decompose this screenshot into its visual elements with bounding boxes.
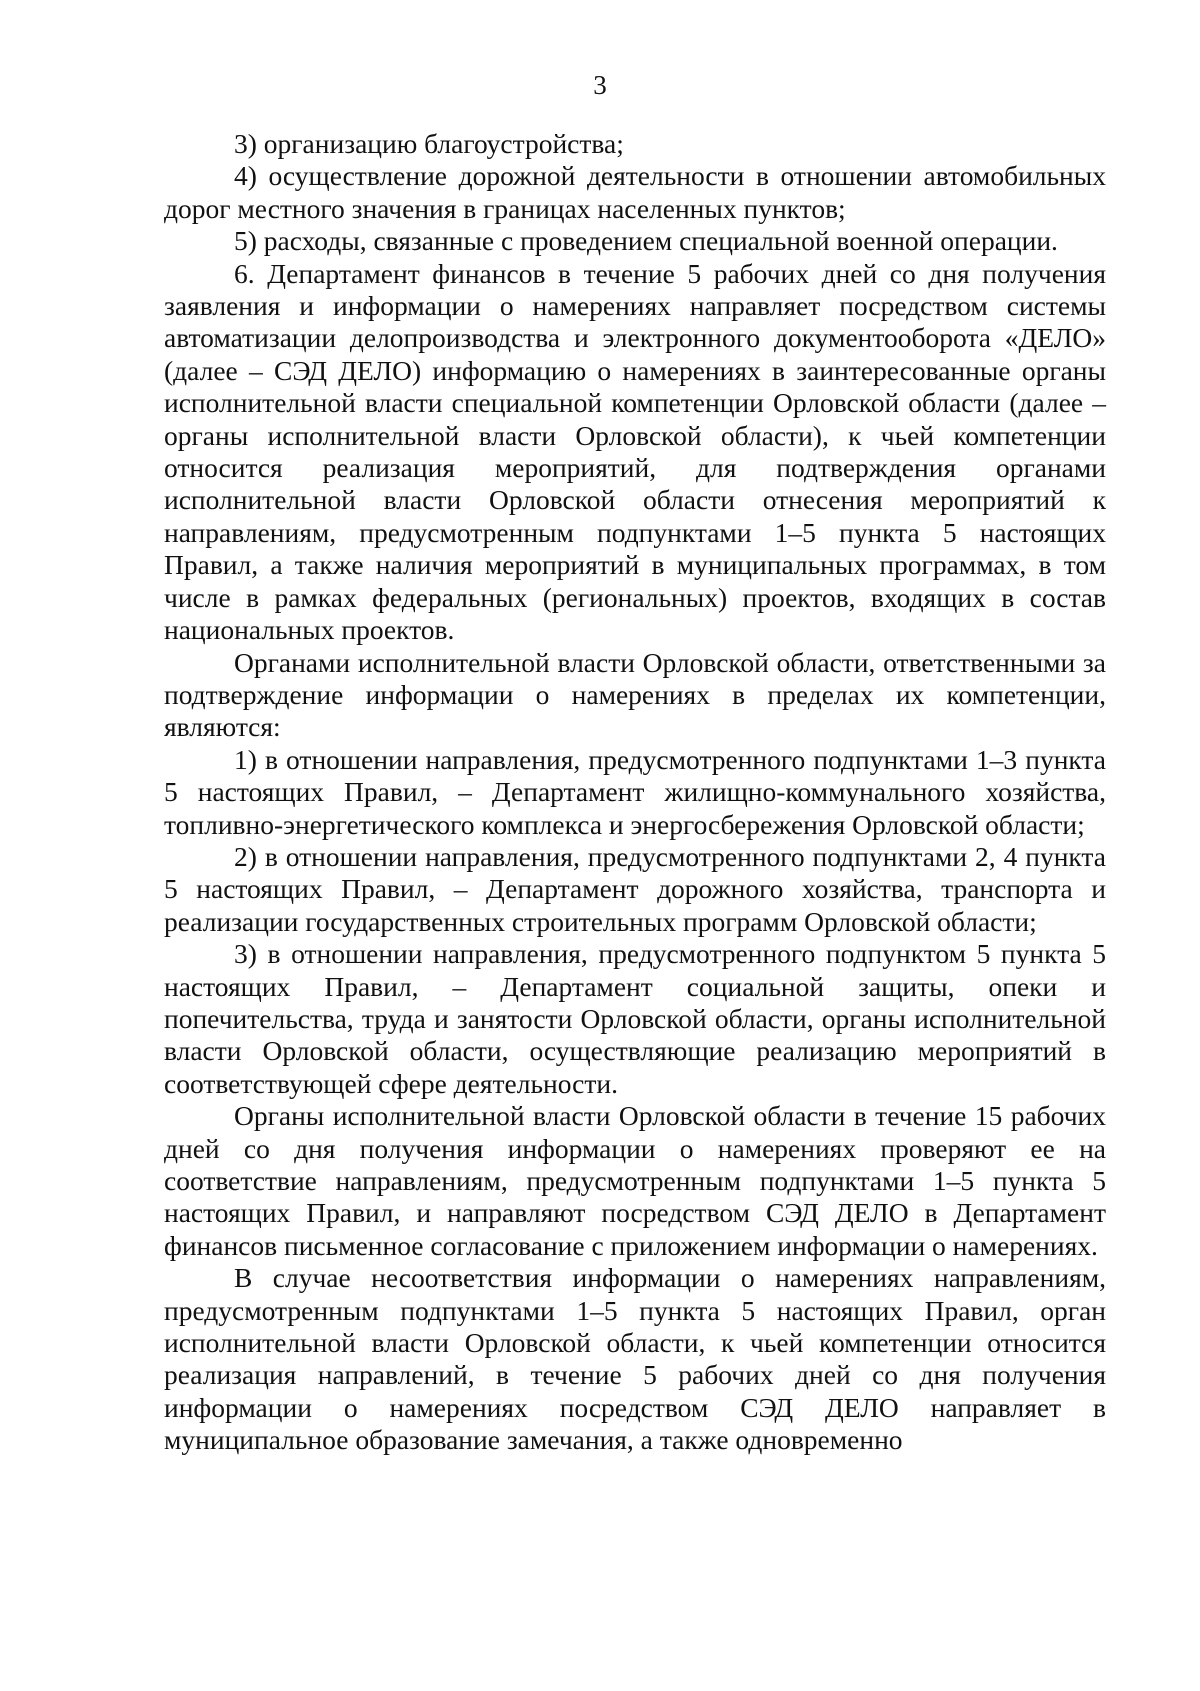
paragraph-mismatch: В случае несоответствия информации о намерениях направлениям, предусмотренным подпунктами 1–5 пункта 5 настоящих Правил, орган исполнительной власти Орловской области, к чьей компетенции относится реализация направлений, в течение 5 рабочих дней со дня получения информации о намерениях посредством СЭД ДЕЛО направляет в муниципальное образование замечания, а также одновременно (164, 1262, 1106, 1456)
paragraph-responsible-3: 3) в отношении направления, предусмотренного подпунктом 5 пункта 5 настоящих Правил, – Департамент социальной защиты, опеки и попечительства, труда и занятости Орловской области, органы исполнительной власти Орловской области, осуществляющие реализацию мероприятий в соответствующей сфере деятельности. (164, 938, 1106, 1099)
paragraph-item-3: 3) организацию благоустройства; (234, 128, 624, 159)
paragraph-responsible-bodies: Органами исполнительной власти Орловской области, ответственными за подтверждение информации о намерениях в пределах их компетенции, являются: (164, 646, 1106, 743)
paragraph-responsible-2: 2) в отношении направления, предусмотренного подпунктами 2, 4 пункта 5 настоящих Правил, – Департамент дорожного хозяйства, транспорта и реализации государственных строительных программ Орловской области; (164, 840, 1106, 937)
paragraph-clause-6: 6. Департамент финансов в течение 5 рабочих дней со дня получения заявления и информации о намерениях направляет посредством системы автоматизации делопроизводства и электронного документооборота «ДЕЛО» (далее – СЭД ДЕЛО) информацию о намерениях в заинтересованные органы исполнительной власти специальной компетенции Орловской области (далее – органы исполнительной власти Орловской области), к чьей компетенции относится реализация мероприятий, для подтверждения органами исполнительной власти Орловской области отнесения мероприятий к направлениям, предусмотренным подпунктами 1–5 пункта 5 настоящих Правил, а также наличия мероприятий в муниципальных программах, в том числе в рамках федеральных (региональных) проектов, входящих в состав национальных проектов. (164, 257, 1106, 646)
paragraph-responsible-1: 1) в отношении направления, предусмотренного подпунктами 1–3 пункта 5 настоящих Правил, – Департамент жилищно-коммунального хозяйства, топливно-энергетического комплекса и энергосбережения Орловской области; (164, 743, 1106, 840)
paragraph-item-5: 5) расходы, связанные с проведением специальной военной операции. (234, 225, 1058, 257)
paragraph-item-4: 4) осуществление дорожной деятельности в отношении автомобильных дорог местного значения в границах населенных пунктов; (164, 160, 1106, 224)
page-number: 3 (593, 70, 607, 100)
document-body (164, 128, 1106, 1457)
paragraph-verification: Органы исполнительной власти Орловской области в течение 15 рабочих дней со дня получения информации о намерениях проверяют ее на соответствие направлениям, предусмотренным подпунктами 1–5 пункта 5 настоящих Правил, и направляют посредством СЭД ДЕЛО в Департамент финансов письменное согласование с приложением информации о намерениях. (164, 1100, 1106, 1261)
